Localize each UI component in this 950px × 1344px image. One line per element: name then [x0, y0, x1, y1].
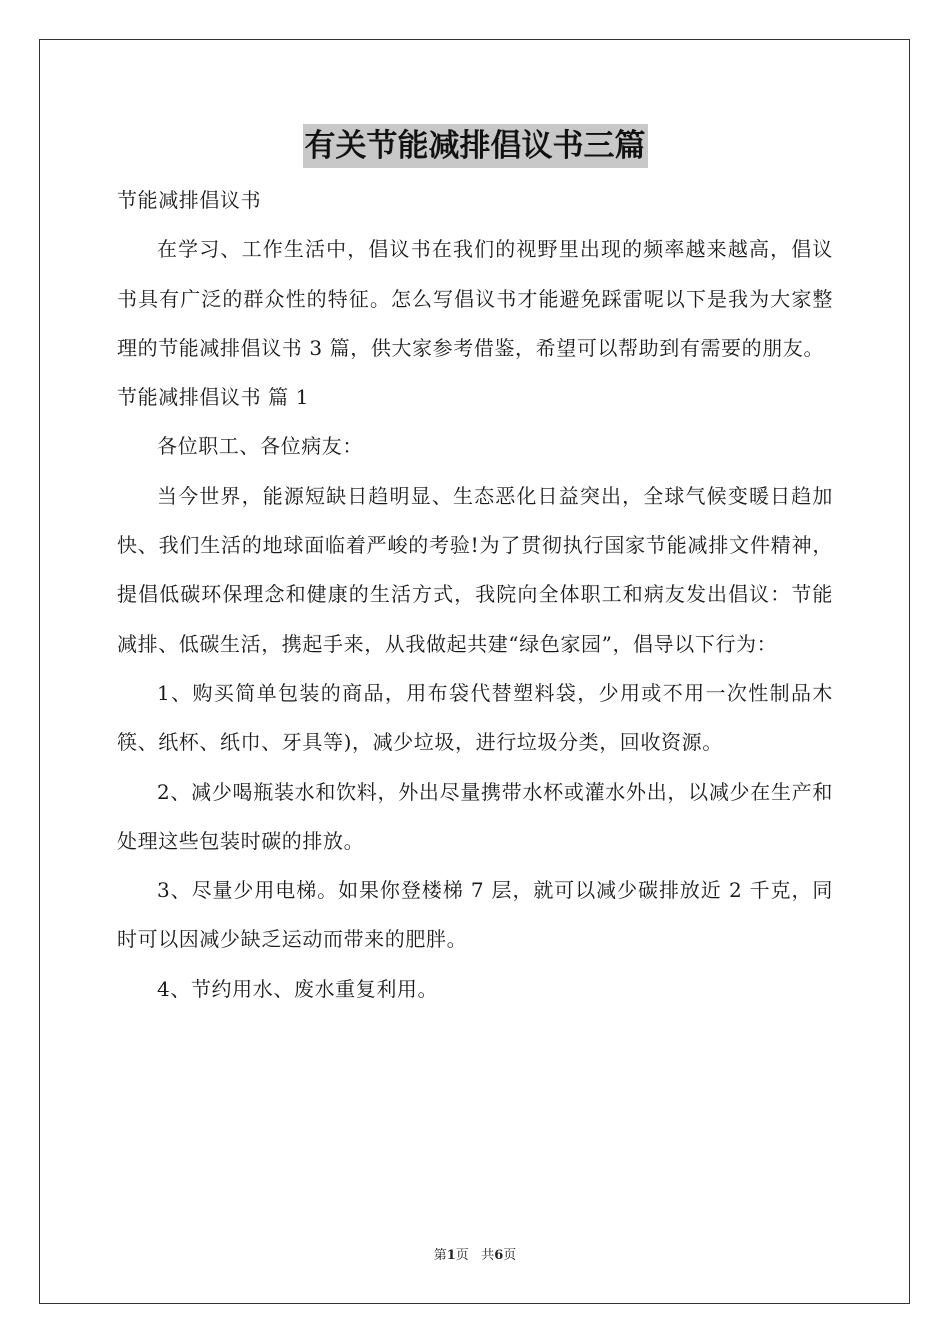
paragraph: 在学习、工作生活中，倡议书在我们的视野里出现的频率越来越高，倡议书具有广泛的群众性的特征。怎么写倡议书才能避免踩雷呢以下是我为大家整理的节能减排倡议书 3 篇，供大家参考借鉴，希望可以帮助到有需要的朋友。 [117, 237, 833, 360]
document-body [117, 176, 833, 1014]
page-footer [0, 1244, 950, 1263]
total-suffix: 页 [503, 1248, 517, 1263]
paragraph: 当今世界，能源短缺日趋明显、生态恶化日益突出，全球气候变暖日趋加快、我们生活的地球面临着严峻的考验!为了贯彻执行国家节能减排文件精神，提倡低碳环保理念和健康的生活方式，我院向全体职工和病友发出倡议：节能减排、低碳生活，携起手来，从我做起共建“绿色家园”，倡导以下行为： [117, 483, 833, 656]
page-prefix: 第 [433, 1248, 447, 1263]
paragraph: 1、购买简单包装的商品，用布袋代替塑料袋，少用或不用一次性制品木筷、纸杯、纸巾、牙具等)，减少垃圾，进行垃圾分类，回收资源。 [117, 680, 833, 755]
paragraph: 2、减少喝瓶装水和饮料，外出尽量携带水杯或灌水外出，以减少在生产和处理这些包装时碳的排放。 [117, 779, 833, 853]
paragraph: 各位职工、各位病友： [157, 434, 363, 459]
title-container [0, 124, 950, 168]
document-title: 有关节能减排倡议书三篇 [303, 124, 648, 168]
paragraph: 4、节约用水、废水重复利用。 [157, 976, 439, 1001]
total-pages: 6 [494, 1248, 504, 1263]
total-prefix: 共 [481, 1248, 495, 1263]
page-suffix: 页 [455, 1248, 469, 1263]
paragraph: 3、尽量少用电梯。如果你登楼梯 7 层，就可以减少碳排放近 2 千克，同时可以因减少缺乏运动而带来的肥胖。 [117, 878, 833, 952]
page-number: 1 [446, 1248, 456, 1263]
paragraph: 节能减排倡议书 篇 1 [117, 385, 310, 410]
paragraph: 节能减排倡议书 [117, 188, 262, 212]
